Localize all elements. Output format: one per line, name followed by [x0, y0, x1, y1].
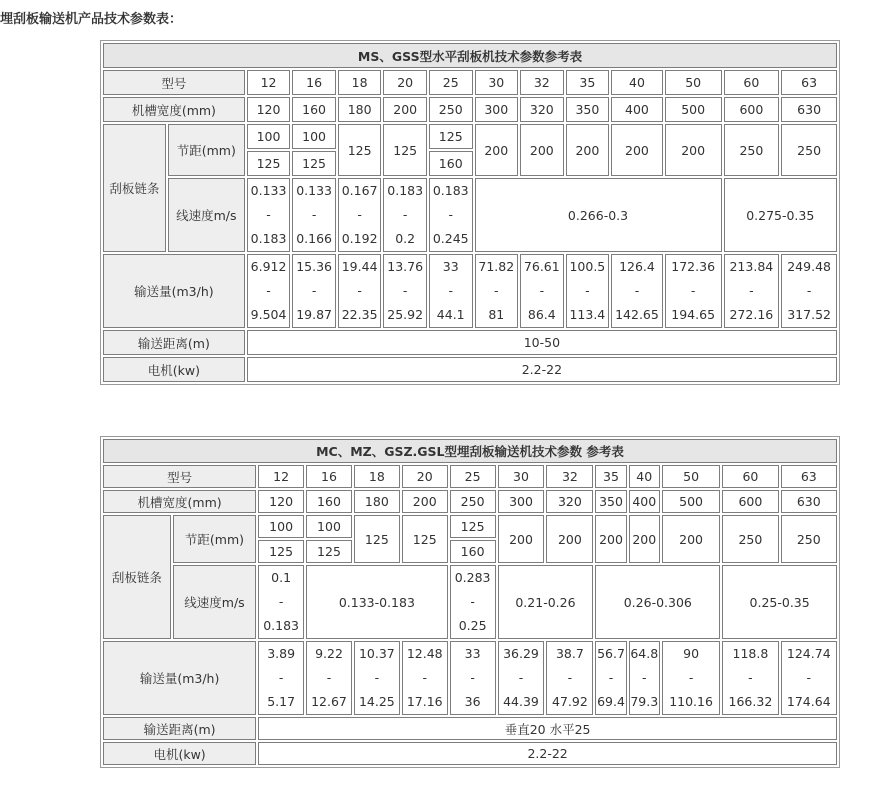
capacity-cell: 36.29 - 44.39	[498, 641, 545, 715]
width-cell: 400	[611, 97, 663, 122]
speed-label: 线速度m/s	[173, 565, 256, 639]
pitch-cell: 100	[306, 515, 352, 538]
distance-value: 垂直20 水平25	[258, 717, 837, 740]
motor-row	[103, 742, 837, 765]
width-row	[103, 490, 837, 513]
model-cell: 16	[306, 465, 352, 488]
pitch-cell: 250	[781, 515, 837, 563]
pitch-row-a	[103, 124, 837, 149]
width-cell: 500	[665, 97, 722, 122]
width-cell: 180	[354, 490, 400, 513]
capacity-cell: 9.22 - 12.67	[306, 641, 352, 715]
speed-row	[103, 565, 837, 639]
distance-row	[103, 330, 837, 355]
model-cell: 25	[450, 465, 496, 488]
pitch-cell: 125	[247, 151, 291, 176]
capacity-cell: 90 - 110.16	[662, 641, 720, 715]
speed-cell: 0.275-0.35	[724, 178, 837, 252]
capacity-cell: 126.4 - 142.65	[611, 254, 663, 328]
width-cell: 600	[722, 490, 778, 513]
model-cell: 63	[781, 465, 837, 488]
speed-cell: 0.266-0.3	[475, 178, 722, 252]
model-cell: 30	[475, 70, 519, 95]
pitch-cell: 200	[498, 515, 545, 563]
distance-value: 10-50	[247, 330, 837, 355]
table-title: MS、GSS型水平刮板机技术参数参考表	[103, 43, 837, 68]
speed-row	[103, 178, 837, 252]
pitch-cell: 250	[724, 124, 780, 176]
pitch-label: 节距(mm)	[168, 124, 245, 176]
pitch-cell: 125	[306, 540, 352, 563]
pitch-cell: 200	[611, 124, 663, 176]
model-cell: 40	[611, 70, 663, 95]
width-cell: 320	[546, 490, 593, 513]
capacity-cell: 71.82 - 81	[475, 254, 519, 328]
capacity-cell: 13.76 - 25.92	[383, 254, 427, 328]
width-cell: 160	[292, 97, 336, 122]
pitch-cell: 125	[258, 540, 304, 563]
capacity-cell: 15.36 - 19.87	[292, 254, 336, 328]
speed-cell: 0.183 - 0.245	[429, 178, 473, 252]
speed-cell: 0.133 - 0.166	[292, 178, 336, 252]
width-cell: 630	[781, 490, 837, 513]
speed-cell: 0.1 - 0.183	[258, 565, 304, 639]
speed-cell: 0.183 - 0.2	[383, 178, 427, 252]
model-cell: 35	[595, 465, 626, 488]
pitch-cell: 125	[338, 124, 382, 176]
pitch-cell: 125	[354, 515, 400, 563]
model-cell: 12	[258, 465, 304, 488]
pitch-cell: 160	[429, 151, 473, 176]
distance-row	[103, 717, 837, 740]
capacity-cell: 19.44 - 22.35	[338, 254, 382, 328]
model-cell: 63	[781, 70, 837, 95]
row-label: 输送量(m3/h)	[103, 254, 245, 328]
pitch-cell: 200	[546, 515, 593, 563]
model-cell: 18	[338, 70, 382, 95]
model-cell: 30	[498, 465, 545, 488]
row-label: 输送距离(m)	[103, 330, 245, 355]
capacity-row	[103, 254, 837, 328]
motor-value: 2.2-22	[247, 357, 837, 382]
capacity-row	[103, 641, 837, 715]
model-cell: 32	[546, 465, 593, 488]
pitch-cell: 200	[665, 124, 722, 176]
width-cell: 600	[724, 97, 780, 122]
model-row	[103, 465, 837, 488]
pitch-cell: 125	[429, 124, 473, 149]
pitch-cell: 200	[566, 124, 610, 176]
width-cell: 300	[498, 490, 545, 513]
width-cell: 300	[475, 97, 519, 122]
capacity-cell: 33 - 44.1	[429, 254, 473, 328]
row-label: 机槽宽度(mm)	[103, 97, 245, 122]
model-cell: 35	[566, 70, 610, 95]
speed-cell: 0.167 - 0.192	[338, 178, 382, 252]
speed-cell: 0.133-0.183	[306, 565, 448, 639]
motor-row	[103, 357, 837, 382]
speed-cell: 0.25-0.35	[722, 565, 837, 639]
width-cell: 120	[258, 490, 304, 513]
width-cell: 630	[781, 97, 837, 122]
capacity-cell: 56.7 - 69.4	[595, 641, 626, 715]
motor-value: 2.2-22	[258, 742, 837, 765]
pitch-cell: 100	[292, 124, 336, 149]
capacity-cell: 124.74 - 174.64	[781, 641, 837, 715]
model-cell: 60	[724, 70, 780, 95]
capacity-cell: 10.37 - 14.25	[354, 641, 400, 715]
pitch-cell: 250	[781, 124, 837, 176]
speed-label: 线速度m/s	[168, 178, 245, 252]
capacity-cell: 76.61 - 86.4	[520, 254, 564, 328]
width-cell: 250	[429, 97, 473, 122]
pitch-cell: 200	[629, 515, 660, 563]
row-label: 机槽宽度(mm)	[103, 490, 256, 513]
row-label: 电机(kw)	[103, 357, 245, 382]
width-cell: 120	[247, 97, 291, 122]
width-cell: 400	[629, 490, 660, 513]
pitch-cell: 200	[662, 515, 720, 563]
pitch-cell: 200	[595, 515, 626, 563]
speed-cell: 0.26-0.306	[595, 565, 720, 639]
capacity-cell: 64.8 - 79.3	[629, 641, 660, 715]
page-heading: 埋刮板输送机产品技术参数表：	[0, 12, 183, 27]
pitch-cell: 125	[450, 515, 496, 538]
model-cell: 50	[662, 465, 720, 488]
row-label: 输送距离(m)	[103, 717, 256, 740]
model-cell: 40	[629, 465, 660, 488]
width-row	[103, 97, 837, 122]
table-title: MC、MZ、GSZ.GSL型埋刮板输送机技术参数 参考表	[103, 439, 837, 463]
model-row	[103, 70, 837, 95]
model-cell: 32	[520, 70, 564, 95]
pitch-cell: 125	[383, 124, 427, 176]
model-cell: 50	[665, 70, 722, 95]
capacity-cell: 213.84 - 272.16	[724, 254, 780, 328]
spec-table-ms-gss	[100, 40, 840, 385]
pitch-label: 节距(mm)	[173, 515, 256, 563]
pitch-cell: 125	[402, 515, 448, 563]
model-cell: 60	[722, 465, 778, 488]
model-cell: 20	[402, 465, 448, 488]
pitch-cell: 100	[247, 124, 291, 149]
row-label: 输送量(m3/h)	[103, 641, 256, 715]
model-cell: 12	[247, 70, 291, 95]
width-cell: 350	[566, 97, 610, 122]
capacity-cell: 12.48 - 17.16	[402, 641, 448, 715]
capacity-cell: 38.7 - 47.92	[546, 641, 593, 715]
row-label: 电机(kw)	[103, 742, 256, 765]
chain-label: 刮板链条	[103, 124, 166, 252]
pitch-row-a	[103, 515, 837, 538]
model-cell: 20	[383, 70, 427, 95]
capacity-cell: 3.89 - 5.17	[258, 641, 304, 715]
pitch-cell: 250	[722, 515, 778, 563]
width-cell: 350	[595, 490, 626, 513]
speed-cell: 0.21-0.26	[498, 565, 594, 639]
capacity-cell: 100.5 - 113.4	[566, 254, 610, 328]
width-cell: 200	[402, 490, 448, 513]
capacity-cell: 6.912 - 9.504	[247, 254, 291, 328]
capacity-cell: 118.8 - 166.32	[722, 641, 778, 715]
pitch-cell: 200	[520, 124, 564, 176]
speed-cell: 0.283 - 0.25	[450, 565, 496, 639]
row-label: 型号	[103, 465, 256, 488]
model-cell: 16	[292, 70, 336, 95]
model-cell: 18	[354, 465, 400, 488]
speed-cell: 0.133 - 0.183	[247, 178, 291, 252]
pitch-cell: 160	[450, 540, 496, 563]
pitch-cell: 200	[475, 124, 519, 176]
model-cell: 25	[429, 70, 473, 95]
pitch-cell: 125	[292, 151, 336, 176]
width-cell: 200	[383, 97, 427, 122]
width-cell: 500	[662, 490, 720, 513]
chain-label: 刮板链条	[103, 515, 171, 639]
row-label: 型号	[103, 70, 245, 95]
spec-table-mc-mz-gsz	[100, 436, 840, 768]
width-cell: 250	[450, 490, 496, 513]
width-cell: 320	[520, 97, 564, 122]
pitch-cell: 100	[258, 515, 304, 538]
capacity-cell: 249.48 - 317.52	[781, 254, 837, 328]
width-cell: 160	[306, 490, 352, 513]
capacity-cell: 33 - 36	[450, 641, 496, 715]
capacity-cell: 172.36 - 194.65	[665, 254, 722, 328]
width-cell: 180	[338, 97, 382, 122]
